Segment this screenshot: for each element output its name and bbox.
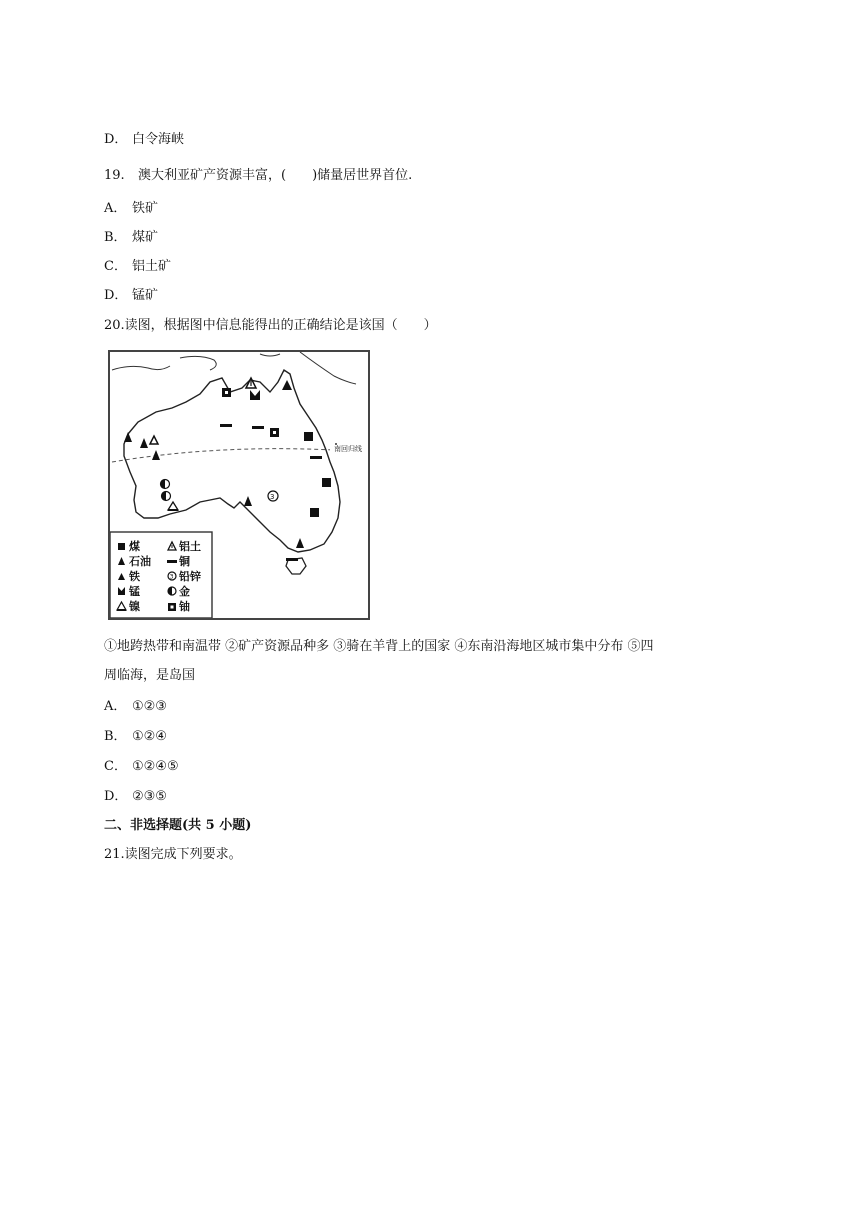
legend-lead-zinc-icon bbox=[168, 572, 176, 581]
manganese-icon bbox=[250, 390, 260, 400]
option-text: ②③⑤ bbox=[132, 789, 167, 804]
option-letter: A． bbox=[104, 699, 127, 714]
legend-gold-icon bbox=[168, 587, 176, 595]
legend-copper-label: 铜 bbox=[179, 555, 190, 568]
option-letter: D． bbox=[104, 132, 128, 147]
island-dot bbox=[335, 443, 337, 445]
q20-statements-line1: ①地跨热带和南温带 ②矿产资源品种多 ③骑在羊背上的国家 ④东南沿海地区城市集中分布 ⑤四 bbox=[104, 639, 654, 654]
svg-text:3: 3 bbox=[169, 573, 174, 581]
q19-option-c bbox=[104, 257, 171, 277]
q20-option-b bbox=[104, 727, 167, 747]
option-letter: D． bbox=[104, 288, 128, 303]
legend-iron-label: 铁 bbox=[129, 570, 140, 583]
legend-copper-icon bbox=[167, 560, 177, 563]
option-letter: B． bbox=[104, 729, 127, 744]
legend-coal-icon bbox=[118, 543, 125, 550]
bauxite-icon bbox=[282, 380, 292, 390]
option-text: ①②③ bbox=[132, 699, 167, 714]
legend-lead-zinc-label: 铅锌 bbox=[179, 570, 201, 583]
iron-icon bbox=[244, 496, 252, 506]
option-text: 铝土矿 bbox=[132, 259, 172, 274]
legend-bauxite-label: 铝土 bbox=[179, 540, 201, 553]
option-letter: C． bbox=[104, 259, 127, 274]
option-text: 煤矿 bbox=[132, 230, 159, 245]
q19-stem bbox=[104, 166, 412, 186]
copper-icon bbox=[252, 426, 264, 429]
q20-option-c bbox=[104, 757, 179, 777]
option-letter: D． bbox=[104, 789, 128, 804]
copper-icon bbox=[220, 424, 232, 427]
oil-icon bbox=[150, 436, 158, 444]
legend-nickel-label: 镍 bbox=[129, 600, 140, 613]
q19-option-a bbox=[104, 199, 158, 219]
coal-icon bbox=[304, 432, 313, 441]
q19-option-d bbox=[104, 286, 158, 306]
option-text: ①②④ bbox=[132, 729, 167, 744]
coal-icon bbox=[310, 508, 319, 517]
new-guinea-coastline bbox=[300, 352, 356, 384]
australia-coastline bbox=[124, 370, 340, 552]
iron-icon bbox=[140, 438, 148, 448]
section-heading: 二、非选择题(共 5 小题) bbox=[104, 818, 252, 833]
svg-text:3: 3 bbox=[270, 493, 275, 501]
q19-option-b bbox=[104, 228, 158, 248]
option-text: 铁矿 bbox=[132, 201, 159, 216]
option-text: 白令海峡 bbox=[132, 132, 185, 147]
tropic-label: 南回归线 bbox=[334, 445, 362, 453]
north-islands-coastline bbox=[260, 354, 280, 356]
option-letter: B． bbox=[104, 230, 127, 245]
coal-icon bbox=[322, 478, 331, 487]
legend-gold-label: 金 bbox=[179, 585, 190, 598]
option-letter: C． bbox=[104, 759, 127, 774]
q20-stem: 20.读图，根据图中信息能得出的正确结论是该国（ ） bbox=[104, 318, 437, 333]
q19-text: 澳大利亚矿产资源丰富，( )储量居世界首位. bbox=[138, 168, 413, 183]
option-letter: A． bbox=[104, 201, 127, 216]
legend-coal-label: 煤 bbox=[129, 540, 140, 553]
option-text: 锰矿 bbox=[132, 288, 159, 303]
north-islands-coastline bbox=[112, 366, 170, 370]
q20-option-a bbox=[104, 697, 167, 717]
q21-stem: 21.读图完成下列要求。 bbox=[104, 847, 242, 862]
legend-uranium-icon bbox=[168, 603, 176, 611]
iron-icon bbox=[124, 432, 132, 442]
legend-manganese-label: 锰 bbox=[129, 585, 140, 598]
north-islands-coastline bbox=[180, 356, 216, 370]
gold-icon bbox=[161, 480, 170, 489]
prev-option-d bbox=[104, 130, 184, 150]
legend-oil-label: 石油 bbox=[129, 555, 151, 568]
uranium-icon bbox=[270, 428, 279, 437]
legend-uranium-label: 铀 bbox=[179, 600, 190, 613]
gold-icon bbox=[162, 492, 171, 501]
option-text: ①②④⑤ bbox=[132, 759, 179, 774]
nickel-icon bbox=[168, 502, 178, 510]
uranium-icon bbox=[222, 388, 231, 397]
map-svg bbox=[110, 352, 368, 618]
q20-option-d bbox=[104, 787, 167, 807]
copper-icon bbox=[310, 456, 322, 459]
q20-statements-line2: 周临海，是岛国 bbox=[104, 668, 196, 683]
lead-zinc-icon bbox=[268, 491, 278, 501]
copper-icon bbox=[286, 558, 298, 561]
iron-icon bbox=[152, 450, 160, 460]
oil-icon bbox=[296, 538, 304, 548]
q19-number: 19. bbox=[104, 168, 125, 183]
australia-mineral-map bbox=[108, 350, 370, 620]
